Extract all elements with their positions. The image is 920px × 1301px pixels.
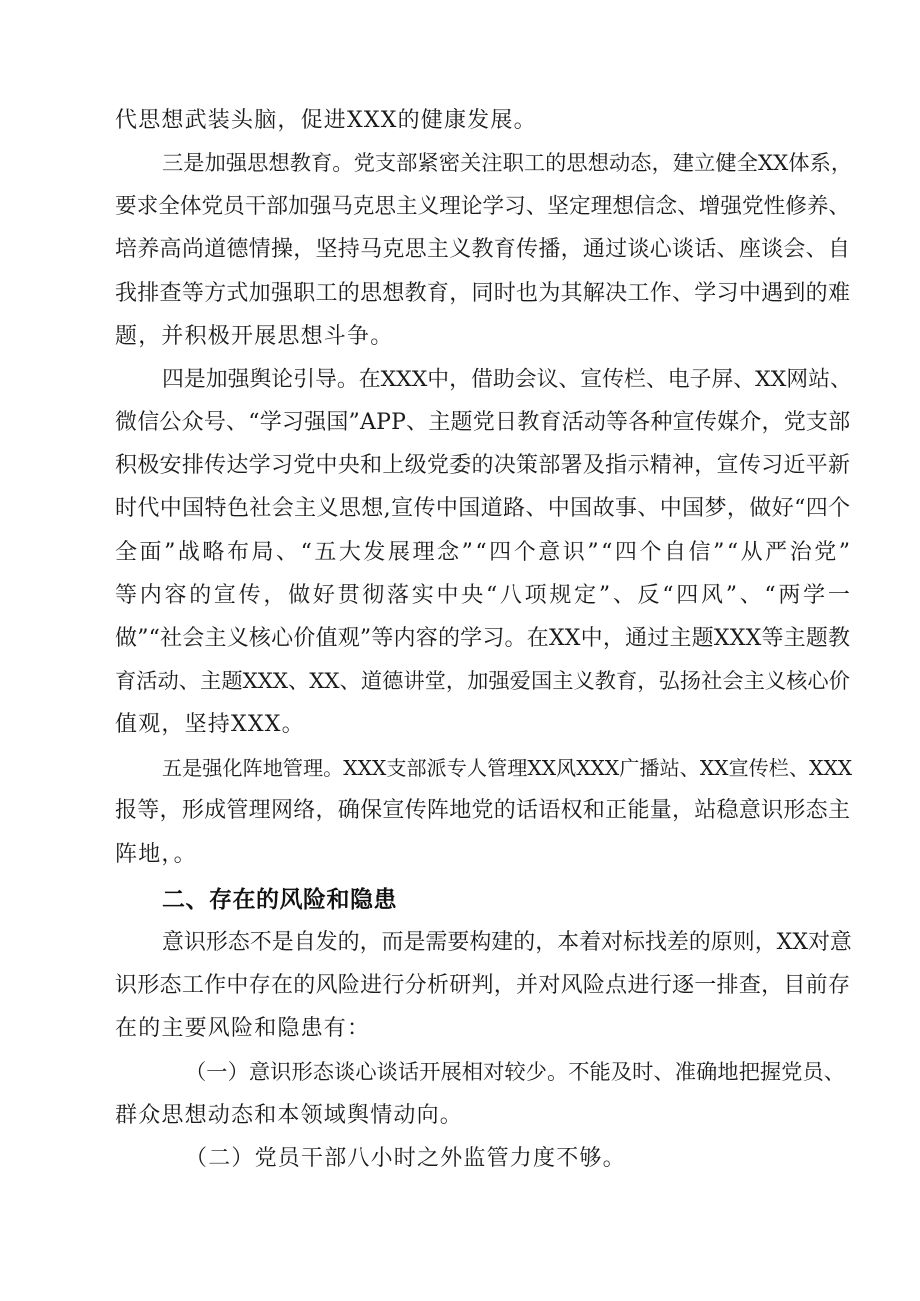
text-line: 培养高尚道德情操，坚持马克思主义教育传播，通过谈心谈话、座谈会、自 [115,237,851,262]
text-line: 值观，坚持XXX。 [115,712,305,737]
text-line: 做”“社会主义核心价值观”等内容的学习。在XX中，通过主题XXX等主题教 [115,626,851,651]
section-heading: 二、存在的风险和隐患 [162,887,397,913]
text-line: 阵地，。 [115,842,197,867]
text-line: 微信公众号、“学习强国”APP、主题党日教育活动等各种宣传媒介，党支部 [115,410,851,435]
text-line: 全面”战略布局、“五大发展理念”“四个意识”“四个自信”“从严治党” [115,540,853,565]
risk-item-one-line: （一）意识形态谈心谈话开展相对较少。不能及时、准确地把握党员、 [185,1060,846,1085]
paragraph-four-line: 四是加强舆论引导。在XXX中，借助会议、宣传栏、电子屏、XX网站、 [162,367,852,392]
text-line: 要求全体党员干部加强马克思主义理论学习、坚定理想信念、增强党性修养、 [115,194,851,219]
text-line: 题，并积极开展思想斗争。 [115,324,394,349]
text-line: 在的主要风险和隐患有： [115,1016,371,1041]
text-line: 我排查等方式加强职工的思想教育，同时也为其解决工作、学习中遇到的难 [115,281,851,306]
text-line: 代思想武装头脑，促进XXX的健康发展。 [115,108,537,133]
risk-item-two-line: （二）党员干部八小时之外监管力度不够。 [185,1146,626,1171]
paragraph-five-line: 五是强化阵地管理。XXX支部派专人管理XX风XXX广播站、XX宣传栏、XXX [162,756,853,780]
text-line: 等内容的宣传，做好贯彻落实中央“八项规定”、反“四风”、“两学一 [115,583,853,608]
text-line: 报等，形成管理网络，确保宣传阵地党的话语权和正能量，站稳意识形态主 [115,798,851,823]
text-line: 育活动、主题XXX、XX、道德讲堂，加强爱国主义教育，弘扬社会主义核心价 [115,669,850,694]
section-intro-line: 意识形态不是自发的，而是需要构建的，本着对标找差的原则，XX对意 [162,930,852,955]
text-line: 识形态工作中存在的风险进行分析研判，并对风险点进行逐一排查，目前存 [115,973,851,998]
text-line: 时代中国特色社会主义思想,宣传中国道路、中国故事、中国梦，做好“四个 [115,496,851,521]
text-line: 群众思想动态和本领域舆情动向。 [115,1103,464,1128]
text-line: 积极安排传达学习党中央和上级党委的决策部署及指示精神，宣传习近平新 [115,453,851,478]
paragraph-three-line: 三是加强思想教育。党支部紧密关注职工的思想动态，建立健全XX体系， [162,151,853,176]
